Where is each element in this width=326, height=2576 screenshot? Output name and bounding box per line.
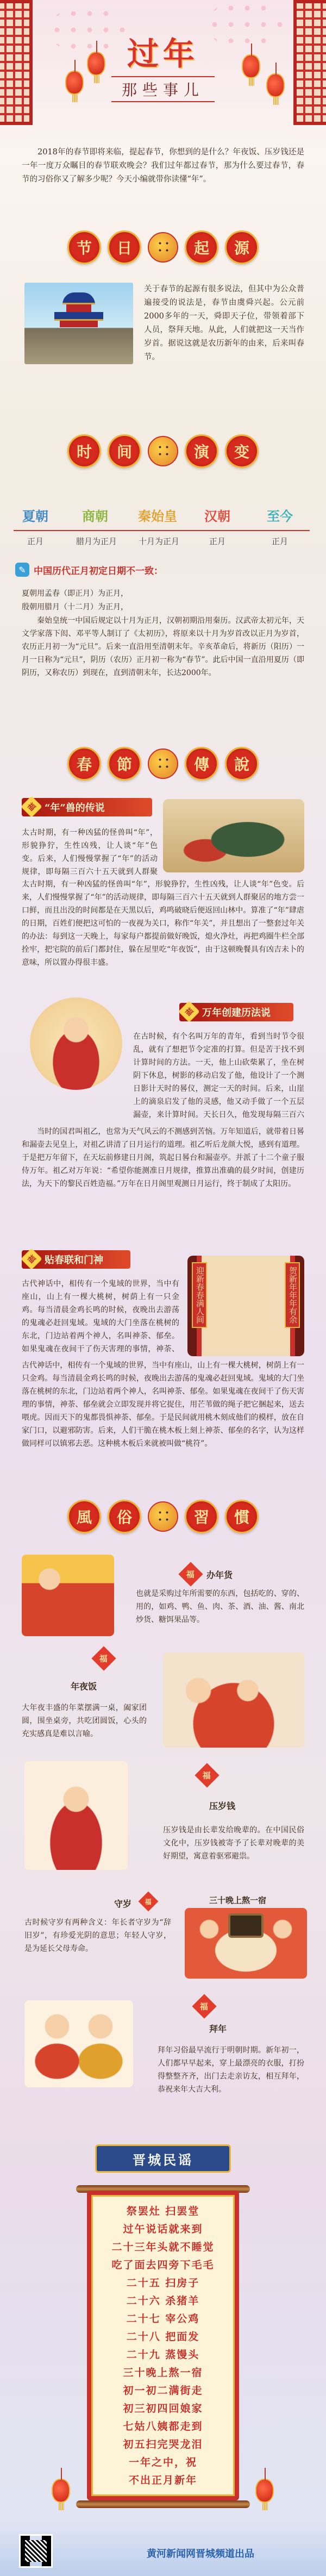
custom-name: 拜年 [209, 2024, 227, 2034]
folk-song-lines [91, 2195, 235, 2497]
page-subtitle: 那些事儿 [111, 76, 215, 102]
song-line: 二十七 宰公鸡 [126, 2313, 200, 2325]
custom-name: 年夜饭 [71, 1681, 97, 1692]
timeline-line [14, 530, 310, 531]
dynasty-han: 汉朝 [204, 508, 230, 524]
page-title: 过年 [127, 35, 199, 72]
song-line: 初三初四回娘家 [123, 2403, 203, 2415]
title-char: 習 [185, 1500, 218, 1533]
shopping-image [22, 1555, 114, 1636]
song-line: 过午说话就来到 [123, 2223, 203, 2235]
lion-dance-icon [148, 232, 178, 263]
title-char: 节 [67, 230, 101, 264]
song-line: 二十九 蒸馒头 [126, 2349, 200, 2361]
title-char: 间 [108, 434, 141, 468]
beast-heading: 福 “年”兽的传说 [22, 798, 152, 816]
calendar-line: 夏朝用孟春（即正月）为正月， [22, 589, 128, 598]
title-char: 春 [67, 747, 101, 781]
custom-text: 压岁钱是由长辈发给晚辈的。在中国民俗文化中，压岁钱被寄予了长辈对晚辈的美好期望，寓意着驱邪避祟。 [163, 1826, 304, 1861]
lantern-icon [65, 71, 84, 95]
song-line: 二十三年头就不睡觉 [111, 2241, 215, 2253]
custom-text: 古时候守岁有两种含义：年长者守岁为“辞旧岁”，有珍爱光阴的意思；年轻人守岁，是为延长父母寿命。 [24, 1918, 171, 1953]
dynasty-shang: 商朝 [82, 508, 108, 524]
song-line: 吃了面去四旁下毛毛 [111, 2259, 215, 2271]
custom-name: 办年货 [206, 1570, 233, 1580]
door-god-paragraph: 古代神话中，相传有一个鬼域的世界，当中有座山，山上有一棵大桃树，树荫上有一只金鸡。每当清晨金鸡长鸣的时候，夜晚出去游荡的鬼魂必赶回鬼域。鬼域的大门坐落在桃树的东北，门边站着两个神人，名叫神荼、郁垒。如果鬼魂在夜间干了伤天害理的事情，神荼、郁垒就会立即发现并将它捉住，用芒苇做的绳子把它捆起来，送去喂虎。因而天下的鬼都畏惧神荼、郁垒。于是民间就用桃木刻成他们的模样，放在自家门口，以避邪防害。后来，人们干脆在桃木板上刻上神荼、郁垒的名字，认为这样做同样可以镇邪去恶。这种桃木板后来就被叫做“桃符”。 [22, 1361, 304, 1448]
door-god-heading: 福 贴春联和门神 [22, 1250, 130, 1269]
section-title-origin [0, 231, 326, 264]
qr-icon[interactable] [19, 2534, 53, 2568]
song-line: 三十晚上熬一宿 [123, 2367, 203, 2379]
song-line: 祭罢灶 扫罢堂 [126, 2205, 200, 2217]
fu-icon: 福 [139, 1892, 159, 1912]
title-char: 節 [108, 747, 141, 781]
song-line: 二十五 扫房子 [126, 2277, 200, 2289]
dynasty-xia: 夏朝 [22, 508, 48, 524]
fu-icon: 福 [178, 1562, 203, 1586]
title-char: 俗 [108, 1500, 141, 1533]
song-line: 七姑八姨都走到 [123, 2421, 203, 2432]
custom-text: 拜年习俗最早流行于明朝时期。新年初一，人们都早早起来，穿上最漂亮的衣服，打扮得整整齐齐，出门去走亲访友，相互拜年，恭祝来年大吉大利。 [158, 2046, 304, 2094]
lion-dance-icon [148, 1501, 178, 1532]
song-line: 初一初二满街走 [123, 2385, 203, 2397]
calendar-question [15, 563, 163, 577]
title-char: 源 [225, 230, 259, 264]
folk-song-banner: 晋城民谣 [95, 2144, 231, 2173]
tv-caption: 三十晚上熬一宿 [209, 1895, 267, 1905]
song-line: 不出正月新年 [128, 2474, 197, 2486]
title-char: 風 [67, 1500, 101, 1533]
new-years-eve-gala-image [185, 1908, 307, 1979]
footer-credit: 黄河新闻网晋城频道出品 [147, 2548, 254, 2560]
custom-text: 也就是采购过年所需要的东西，包括吃的、穿的、用的，如鸡、鸭、鱼、肉、茶、酒、油、酱、南北炒货、糖饵果品等。 [136, 1589, 304, 1624]
beast-paragraph: 太古时期，有一种凶猛的怪兽叫“年”，形貌狰狞，生性凶残，让人谈“年”色变。后来，人们慢慢掌握了“年”的活动规律，即每隔三百六十五天就到人群聚居的地方尝一口鲜，而且出没的时间都是在天黑以后，鸡鸣破晓后便返回山林中。算准了“年”肆虐的日期，百姓们便把这可怕的一夜视为关口，称作“年关”，并且想出了一整套过年关的办法：每到这一天晚上，每家每户都提前做好晚饭，熄火净灶，再把鸡圈牛栏全部拴牢，把宅院的前后门都封住，躲在屋里吃“年夜饭”，由于这顿晚餐具有凶吉未卜的意味，所以置办得很丰盛。 [22, 880, 304, 967]
section-title-legend [0, 747, 326, 780]
footer [0, 2522, 326, 2576]
title-char: 变 [225, 434, 259, 468]
custom-name: 守岁 [114, 1899, 132, 1909]
door-god-paragraph-start: 古代神话中，相传有一个鬼域的世界，当中有座山，山上有一棵大桃树，树荫上有一只金鸡。每当清晨金鸡长鸣的时候，夜晚出去游荡的鬼魂必赶回鬼域。鬼域的大门坐落在桃树的东北，门边站着两个神人，名叫神荼、郁垒。如果鬼魂在夜间干了伤天害理的事情，神荼、 [22, 1280, 179, 1354]
family-dinner-image [163, 1652, 304, 1748]
fu-icon: 福 [91, 1646, 116, 1670]
dynasty-note: 腊月为正月 [76, 537, 117, 546]
tv-icon [228, 1913, 264, 1938]
fu-icon: 福 [192, 1994, 216, 2018]
lion-dance-icon [148, 436, 178, 466]
title-char: 慣 [225, 1500, 259, 1533]
kids-greeting-image [24, 2000, 133, 2087]
title-char: 起 [185, 230, 218, 264]
calendar-heading: 福 万年创建历法说 [179, 1003, 293, 1021]
lion-dance-icon [148, 749, 178, 779]
section-title-customs [0, 1500, 326, 1533]
lantern-icon [266, 73, 285, 97]
temple-of-heaven-image [24, 283, 133, 364]
question-label: 中国历代正月初定日期不一致： [34, 565, 163, 577]
couplet-right: 贺新年年年有余 [285, 1262, 300, 1328]
dynasty-note: 正月 [271, 537, 288, 546]
door-couplet-image [187, 1256, 304, 1356]
fu-icon: 福 [195, 1763, 219, 1787]
calendar-paragraph: 秦始皇统一中国后规定以十月为正月，汉朝初期沿用秦历。汉武帝太初元年，天文学家落下闳、邓平等人制订了《太初历》，将原来以十月为岁首改以正月为岁首，农历正月初一为“元旦”。后来一直沿用至清朝末年。辛亥革命后，将新历（阳历）一月一日称为“元旦”，阴历（农历）正月初一称为“春节”。此后中国一直沿用夏历（即阴历，又称农历）到现在，直到清朝末年，长达2000年。 [22, 616, 304, 677]
lantern-icon [52, 2479, 70, 2503]
folk-song-scroll [87, 2191, 239, 2500]
dynasty-today: 至今 [267, 508, 293, 524]
intro-paragraph: 2018年的春节即将来临，提起春节，你想到的是什么？年夜饭、压岁钱还是一年一度万众瞩目的春节联欢晚会？我们过年都过春节，那为什么要过春节，春节的习俗你又了解多少呢？今天小编就带你读懂“年”。 [22, 148, 304, 184]
calendar-legend-paragraph-2: 当时的国君叫祖乙，也常为天气风云的不测感到苦恼。万年知道后，就带着日晷和漏壶去见皇上，对祖乙讲清了日月运行的道理。祖乙听后龙颜大悦，感到有道理。于是把万年留下，在天坛前修建日月阁，筑起日晷台和漏壶亭。并派了十二个童子服侍万年。祖乙对万年说：“希望你能测准日月规律，推算出准确的晨夕时间，创建历法，为天下的黎民百姓造福。”万年在日月阁里观测日月运行，终于制成了太阳历。 [22, 1127, 304, 1188]
song-line: 一年之中，祝 [128, 2456, 197, 2468]
calendar-legend-paragraph-1: 在古时候，有个名叫万年的青年，看到当时节令很乱，就有了想把节令定准的打算。但是苦于找不到计算时间的方法。一天，他上山砍柴累了，坐在树阴下休息，树影的移动启发了他，他设计了一个测日影计天时的晷仪，测定一天的时间。后来，山崖上的滴泉启发了他的灵感，他又动手做了一个五层漏壶，来计算时间。天长日久，他发现每隔三百六 [133, 1032, 304, 1119]
song-line: 二十六 杀猪羊 [126, 2295, 200, 2307]
title-char: 演 [185, 434, 218, 468]
title-char: 日 [108, 230, 141, 264]
custom-name: 压岁钱 [209, 1801, 236, 1811]
dynasty-note: 十月为正月 [138, 537, 179, 546]
title-char: 說 [225, 747, 259, 781]
song-line: 初五扫完哭龙泪 [123, 2438, 203, 2450]
custom-text: 大年夜丰盛的年菜摆满一桌，阖家团圆，围坐桌旁，共吃团圆饭，心头的充实感真是难以言喻。 [22, 1704, 147, 1738]
title-char: 时 [67, 434, 101, 468]
calendar-line: 殷朝用腊月（十二月）为正月， [22, 603, 128, 612]
dynasty-note: 正月 [27, 537, 43, 546]
clip-icon: ✎ [15, 563, 29, 577]
beast-paragraph-start: 太古时期，有一种凶猛的怪兽叫“年”，形貌狰狞，生性凶残，让人谈“年”色变。后来，人们慢慢掌握了“年”的活动规律，即每隔三百六十五天就到人群聚 [22, 828, 158, 876]
wan-nian-elder-image [30, 997, 122, 1090]
couplet-left: 迎新春春满人间 [192, 1262, 207, 1328]
title-char: 傳 [185, 747, 218, 781]
header-banner [0, 0, 326, 139]
red-envelope-image [24, 1761, 128, 1870]
origin-paragraph: 关于春节的起源有很多说法，但其中为公众普遍接受的说法是，春节由虞舜兴起。公元前2000多年的一天，舜即天子位，带领着部下人员，祭拜天地。从此，人们就把这一天当作岁首。据说这就是农历新年的由来，后来叫春节。 [144, 285, 304, 361]
dynasty-note: 正月 [209, 537, 225, 546]
section-title-evolution [0, 435, 326, 467]
nian-beast-image [163, 799, 304, 872]
lantern-icon [255, 2479, 274, 2503]
song-line: 二十八 把面发 [126, 2331, 200, 2343]
scroll-rod-bottom [76, 2500, 250, 2508]
dynasty-qin: 秦始皇 [138, 508, 177, 524]
